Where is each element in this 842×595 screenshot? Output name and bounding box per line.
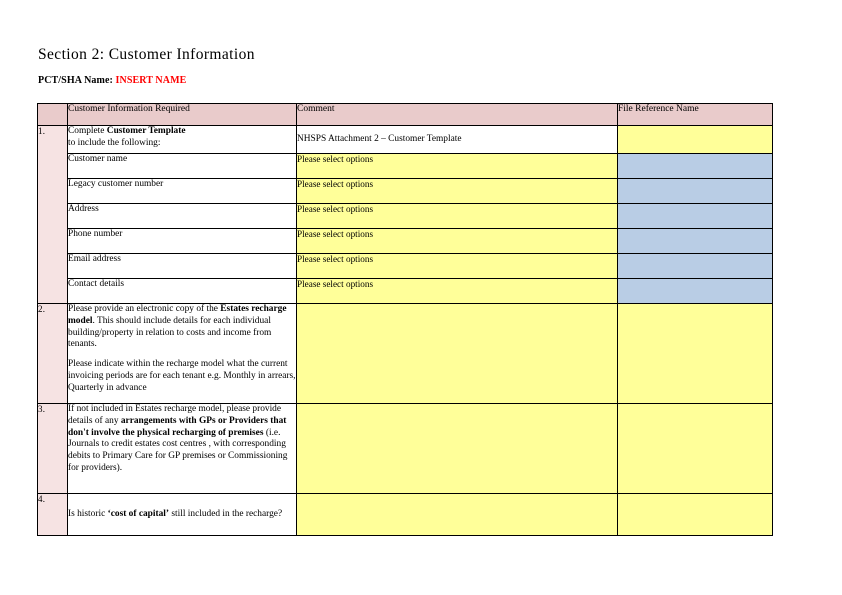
sub-row-label-legacy-customer-number: Legacy customer number xyxy=(68,179,297,204)
table-header-row xyxy=(38,104,773,126)
table-row xyxy=(38,229,773,254)
table-row xyxy=(38,154,773,179)
sub-row-comment-phone-number[interactable]: Please select options xyxy=(297,229,618,254)
column-header-comment: Comment xyxy=(297,104,618,126)
file-reference-cell-2[interactable] xyxy=(618,304,773,404)
requirement-text-suffix: (i.e. Journals to credit estates cost centres , with corresponding debits to Primary Care for GP premises or Commissioning for providers). xyxy=(68,427,288,473)
table-row xyxy=(38,279,773,304)
table-row xyxy=(38,304,773,404)
sub-row-comment-address[interactable]: Please select options xyxy=(297,204,618,229)
page-title: Section 2: Customer Information xyxy=(38,46,255,63)
requirement-text-suffix: still included in the recharge? xyxy=(169,508,283,519)
table-row xyxy=(38,494,773,536)
column-header-requirement: Customer Information Required xyxy=(68,104,297,126)
comment-cell-3[interactable] xyxy=(297,404,618,494)
requirement-text-suffix: . This should include details for each individual building/property in relation to costs and income from tenants. xyxy=(68,315,272,350)
sub-row-comment-contact-details[interactable]: Please select options xyxy=(297,279,618,304)
pct-sha-name-line xyxy=(38,75,186,86)
row-number-2: 2. xyxy=(38,304,68,404)
sub-row-label-contact-details: Contact details xyxy=(68,279,297,304)
requirement-cell-2 xyxy=(68,304,297,404)
requirement-paragraph-2: Please indicate within the recharge model what the current invoicing periods are for each tenant e.g. Monthly in arrears, Quarterly in advance xyxy=(68,359,296,393)
file-reference-cell-3[interactable] xyxy=(618,404,773,494)
comment-cell-1[interactable]: NHSPS Attachment 2 – Customer Template xyxy=(297,126,618,154)
requirement-text-prefix: Complete xyxy=(68,126,107,136)
table-row xyxy=(38,404,773,494)
requirement-cell-1 xyxy=(68,126,297,154)
table-row xyxy=(38,126,773,154)
requirement-text-bold: Estates recharge model xyxy=(68,304,287,326)
file-reference-cell-4[interactable] xyxy=(618,494,773,536)
pct-sha-name-value: INSERT NAME xyxy=(115,75,187,86)
requirement-text-prefix: If not included in Estates recharge model, please provide details of any xyxy=(68,404,282,426)
requirement-cell-3 xyxy=(68,404,297,494)
sub-row-file-reference-customer-name[interactable] xyxy=(618,154,773,179)
sub-row-file-reference-contact-details[interactable] xyxy=(618,279,773,304)
column-header-number xyxy=(38,104,68,126)
table-row xyxy=(38,179,773,204)
requirement-text-prefix: Please provide an electronic copy of the xyxy=(68,304,221,314)
requirement-text-bold: arrangements with GPs or Providers that don't involve the physical recharging of premises xyxy=(68,415,287,438)
sub-row-comment-customer-name[interactable]: Please select options xyxy=(297,154,618,179)
pct-sha-name-label: PCT/SHA Name: xyxy=(38,75,113,86)
sub-row-label-address: Address xyxy=(68,204,297,229)
sub-row-file-reference-phone-number[interactable] xyxy=(618,229,773,254)
requirement-paragraph-1 xyxy=(68,304,296,351)
requirement-text-suffix: to include the following: xyxy=(68,137,161,148)
row-number-1: 1. xyxy=(38,126,68,304)
comment-cell-2[interactable] xyxy=(297,304,618,404)
requirement-text-bold: ‘cost of capital’ xyxy=(107,508,170,519)
sub-row-label-email-address: Email address xyxy=(68,254,297,279)
requirement-text-bold: Customer Template xyxy=(106,126,186,136)
sub-row-label-customer-name: Customer name xyxy=(68,154,297,179)
requirement-text-prefix: Is historic xyxy=(68,508,108,519)
sub-row-file-reference-email-address[interactable] xyxy=(618,254,773,279)
requirement-cell-4 xyxy=(68,494,297,536)
file-reference-cell-1[interactable] xyxy=(618,126,773,154)
sub-row-comment-legacy-customer-number[interactable]: Please select options xyxy=(297,179,618,204)
sub-row-comment-email-address[interactable]: Please select options xyxy=(297,254,618,279)
customer-information-table xyxy=(37,103,773,536)
sub-row-file-reference-address[interactable] xyxy=(618,204,773,229)
row-number-3: 3. xyxy=(38,404,68,494)
table-row xyxy=(38,204,773,229)
table-row xyxy=(38,254,773,279)
comment-cell-4[interactable] xyxy=(297,494,618,536)
sub-row-label-phone-number: Phone number xyxy=(68,229,297,254)
column-header-file-reference: File Reference Name xyxy=(618,104,773,126)
sub-row-file-reference-legacy-customer-number[interactable] xyxy=(618,179,773,204)
row-number-4: 4. xyxy=(38,494,68,536)
